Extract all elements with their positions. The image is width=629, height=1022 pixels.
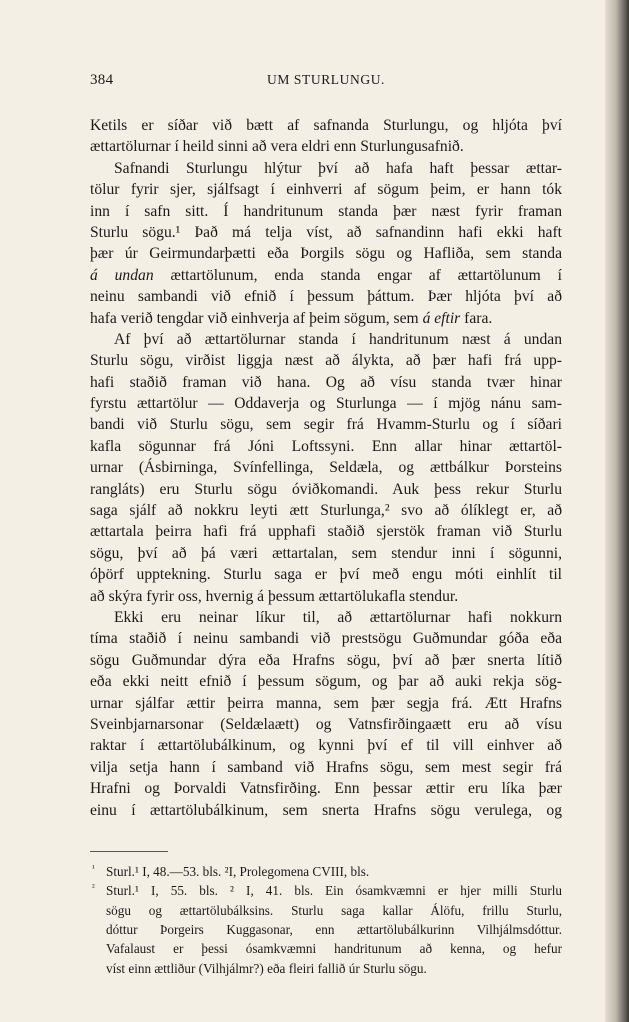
text-line: urnar sjálfar ættir þeirra manna, sem þær segja frá. Ætt Hrafns: [90, 694, 562, 712]
page-number: 384: [90, 72, 114, 88]
text-line: tölur fyrir sjer, sjálfsagt í einhverri af sögum þeim, er hann tók: [90, 181, 562, 199]
text-line: Sturlu sögu, virðist liggja næst að álykta, að þær hafi frá upp-: [90, 352, 562, 370]
text-line: óþörf upptekning. Sturlu saga er því með engu móti einhlít til: [90, 566, 562, 584]
text-line: hafi staðið framan við hana. Og að vísu standa tvær hinar: [90, 373, 562, 391]
book-spine-shadow: [605, 0, 629, 1022]
text-line: á undan ættartölunum, enda standa engar af ættartölunum í: [90, 266, 562, 284]
text-line: ættartala þeirra hafi frá upphafi staðið sjerstök framan við Sturlu: [90, 523, 562, 541]
text-line: sögu Guðmundar dýra eða Hrafns sögu, því að þær snerta lítið: [90, 651, 562, 669]
text-line: að skýra fyrir oss, hvernig á þessum ættartölukafla stendur.: [90, 587, 459, 605]
footnote-line: Vafalaust er þessi ósamkvæmni handritunum að kenna, og hefur: [106, 941, 562, 957]
text-line: Ekki eru neinar líkur til, að ættartölurnar hafi nokkurn: [114, 608, 562, 626]
footnote-line: ² Sturl.¹ I, 55. bls. ² I, 41. bls. Ein ósamkvæmni er hjer milli Sturlu: [90, 881, 562, 900]
footnotes: [90, 862, 562, 978]
text-line: þær úr Geirmundarþætti eða Þorgils sögu og Hafliða, sem standa: [90, 245, 562, 263]
text-line: Ketils er síðar við bætt af safnanda Sturlungu, og hljóta því: [90, 117, 562, 134]
footnote-marker: ²: [92, 882, 95, 893]
text-line: kafla sögunnar frá Jóni Loftssyni. Enn allar hinar ættartöl-: [90, 437, 562, 455]
text-line: rangláts) eru Sturlu sögu óviðkomandi. Auk þess rekur Sturlu: [90, 480, 562, 498]
text-line: urnar (Ásbirninga, Svínfellinga, Seldæla, og ættbálkur Þorsteins: [90, 459, 562, 477]
text-line: fyrstu ættartölur — Oddaverja og Sturlunga — í mjög nánu sam-: [90, 395, 562, 413]
text-line: sögu, því að þá væri ættartalan, sem stendur inni í sögunni,: [90, 544, 562, 562]
emphasis: á undan: [90, 266, 154, 284]
text-line: Safnandi Sturlungu hlýtur því að hafa haft þessar ættar-: [114, 159, 562, 177]
text-line: Sveinbjarnarsonar (Seldælaætt) og Vatnsfirðingaætt eru að vísu: [90, 715, 562, 733]
text-line: hafa verið tengdar við einhverja af þeim sögum, sem á eftir fara.: [90, 309, 493, 327]
footnote-line: dóttur Þorgeirs Kuggasonar, enn ættartölubálkurinn Vilhjálmsdóttur.: [106, 922, 562, 938]
text-line: einu í ættartölubálkinum, sem snerta Hrafns sögu verulega, og: [90, 801, 562, 819]
footnote-line: víst einn ættliður (Vilhjálmr?) eða fleiri fallið úr Sturlu sögu.: [106, 960, 427, 976]
text-line: ættartölurnar í heild sinni að vera eldri enn Sturlungusafnið.: [90, 138, 464, 156]
text-line: inn í safn sitt. Í handritunum standa þær næst fyrir framan: [90, 202, 562, 220]
text-line: tíma staðið í neinu sambandi við prestsögu Guðmundar góða eða: [90, 630, 562, 648]
text-line: Sturlu sögu.¹ Það má telja víst, að safnandinn hafi ekki haft: [90, 223, 562, 241]
text-line: eða ekki neitt efnið í þessum sögum, og þar að auki rekja sög-: [90, 673, 562, 691]
text-line: saga sjálf að nokkru leyti ætt Sturlunga,² svo að ólíklegt er, að: [90, 502, 562, 520]
text-line: Hrafni og Þorvaldi Vatnsfirðing. Enn þessar ættir eru líka þær: [90, 780, 562, 798]
book-page: [90, 72, 562, 978]
emphasis: á eftir: [422, 309, 461, 327]
page-header: [90, 72, 562, 94]
footnote-marker: ¹: [92, 862, 95, 873]
footnote-separator: [90, 851, 168, 852]
footnote-line: sögu og ættartölubálksins. Sturlu saga kallar Álöfu, frillu Sturlu,: [106, 902, 562, 918]
running-title: UM STURLUNGU.: [266, 72, 386, 87]
text-line: bandi við Sturlu sögu, sem segir frá Hvamm-Sturlu og í síðari: [90, 416, 562, 434]
body-text: [90, 115, 562, 821]
text-line: Af því að ættartölurnar standa í handritunum næst á undan: [114, 330, 562, 348]
text-line: vilja setja hann í samband við Hrafns sögu, sem mest segir frá: [90, 758, 562, 776]
text-line: neinu sambandi við efnið í þessum þáttum. Þær hljóta því að: [90, 288, 562, 306]
footnote-line: ¹ Sturl.¹ I, 48.—53. bls. ²I, Prolegomena CVIII, bls.: [90, 862, 562, 881]
text-line: raktar í ættartölubálkinum, og kynni því ef til vill einhver að: [90, 737, 562, 755]
